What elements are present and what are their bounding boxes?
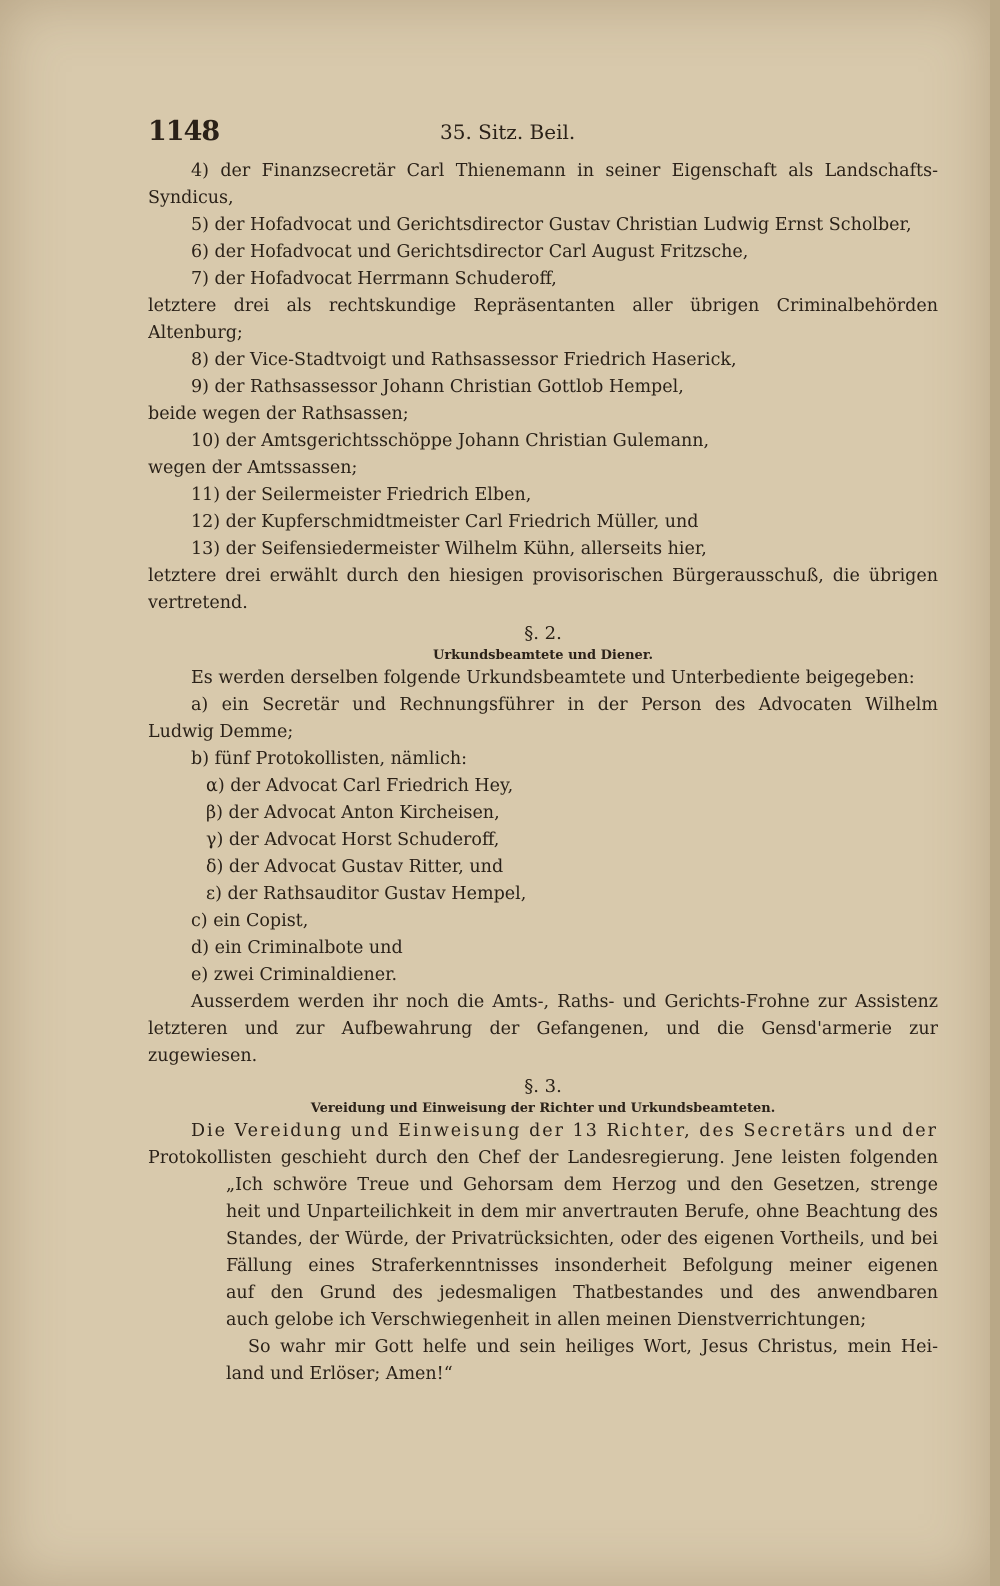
list-item: b) fünf Protokollisten, nämlich: xyxy=(191,749,468,769)
list-item: 8) der Vice-Stadtvoigt und Rathsassessor Friedrich Haserick, xyxy=(191,350,737,370)
list-item: 10) der Amtsgerichtsschöppe Johann Christian Gulemann, xyxy=(191,431,710,451)
page-number: 1148 xyxy=(148,116,220,147)
sub-list-item: ε) der Rathsauditor Gustav Hempel, xyxy=(206,884,527,904)
page-edge xyxy=(990,0,1000,1586)
oath-closing: So wahr mir Gott helfe und sein heiliges Wort, Jesus Christus, mein Hei- xyxy=(248,1337,938,1357)
list-item: 12) der Kupferschmidtmeister Carl Friedrich Müller, und xyxy=(191,512,699,532)
sub-list-item: δ) der Advocat Gustav Ritter, und xyxy=(206,857,504,877)
oath-line: Standes, der Würde, der Privatrücksichten, oder des eigenen Vortheils, und bei xyxy=(226,1229,938,1249)
section-2-title: Urkundsbeamtete und Diener. xyxy=(432,648,654,663)
section-3-number: §. 3. xyxy=(524,1076,562,1097)
paragraph-line: Es werden derselben folgende Urkundsbeamtete und Unterbediente beigegeben: xyxy=(191,668,915,688)
paragraph-line: beide wegen der Rathsassen; xyxy=(148,404,409,424)
paragraph-line: letztere drei erwählt durch den hiesigen provisorischen Bürgerausschuß, die übrigen xyxy=(148,566,938,586)
list-item: 13) der Seifensiedermeister Wilhelm Kühn, allerseits hier, xyxy=(191,539,707,559)
running-head: 35. Sitz. Beil. xyxy=(440,120,576,144)
sub-list-item: α) der Advocat Carl Friedrich Hey, xyxy=(206,776,514,796)
list-item: 7) der Hofadvocat Herrmann Schuderoff, xyxy=(191,269,557,289)
list-item: c) ein Copist, xyxy=(191,911,309,931)
list-item: 6) der Hofadvocat und Gerichtsdirector Carl August Fritzsche, xyxy=(191,242,749,262)
list-item: e) zwei Criminaldiener. xyxy=(191,965,398,985)
paragraph-line: Ausserdem werden ihr noch die Amts-, Raths- und Gerichts-Frohne zur Assistenz xyxy=(191,992,938,1012)
list-item: 9) der Rathsassessor Johann Christian Gottlob Hempel, xyxy=(191,377,684,397)
page-header xyxy=(148,116,938,150)
list-item: 4) der Finanzsecretär Carl Thienemann in seiner Eigenschaft als Landschafts- xyxy=(191,161,938,181)
paragraph-line: Altenburg; xyxy=(148,323,243,343)
list-item: d) ein Criminalbote und xyxy=(191,938,403,958)
oath-line: auch gelobe ich Verschwiegenheit in allen meinen Dienstverrichtungen; xyxy=(226,1310,867,1330)
section-3-title: Vereidung und Einweisung der Richter und Urkundsbeamteten. xyxy=(310,1101,776,1116)
sub-list-item: γ) der Advocat Horst Schuderoff, xyxy=(206,830,500,850)
paragraph-line: Die Vereidung und Einweisung der 13 Richter, des Secretärs und der xyxy=(191,1121,938,1141)
list-item: 11) der Seilermeister Friedrich Elben, xyxy=(191,485,532,505)
paragraph-line: zugewiesen. xyxy=(148,1046,258,1066)
paragraph-line: vertretend. xyxy=(148,593,248,613)
document-body xyxy=(148,158,938,1388)
paragraph-line: wegen der Amtssassen; xyxy=(148,458,358,478)
paragraph-line: letzteren und zur Aufbewahrung der Gefangenen, und die Gensd'armerie zur xyxy=(148,1019,938,1039)
oath-line: „Ich schwöre Treue und Gehorsam dem Herzog und den Gesetzen, strenge xyxy=(226,1175,938,1195)
list-item-continuation: Ludwig Demme; xyxy=(148,722,294,742)
oath-closing: land und Erlöser; Amen!“ xyxy=(226,1364,453,1384)
oath-line: Fällung eines Straferkenntnisses insonderheit Befolgung meiner eigenen xyxy=(226,1256,938,1276)
section-2-number: §. 2. xyxy=(524,623,562,644)
list-item-continuation: Syndicus, xyxy=(148,188,234,208)
oath-line: auf den Grund des jedesmaligen Thatbestandes und des anwendbaren xyxy=(226,1283,938,1303)
paragraph-line: letztere drei als rechtskundige Repräsentanten aller übrigen Criminalbehörden xyxy=(148,296,938,316)
sub-list-item: β) der Advocat Anton Kircheisen, xyxy=(206,803,500,823)
paragraph-line: Protokollisten geschieht durch den Chef der Landesregierung. Jene leisten folgenden xyxy=(148,1148,938,1168)
list-item: 5) der Hofadvocat und Gerichtsdirector Gustav Christian Ludwig Ernst Scholber, xyxy=(191,215,912,235)
oath-line: heit und Unparteilichkeit in dem mir anvertrauten Berufe, ohne Beachtung des xyxy=(226,1202,938,1222)
list-item: a) ein Secretär und Rechnungsführer in der Person des Advocaten Wilhelm xyxy=(191,695,938,715)
